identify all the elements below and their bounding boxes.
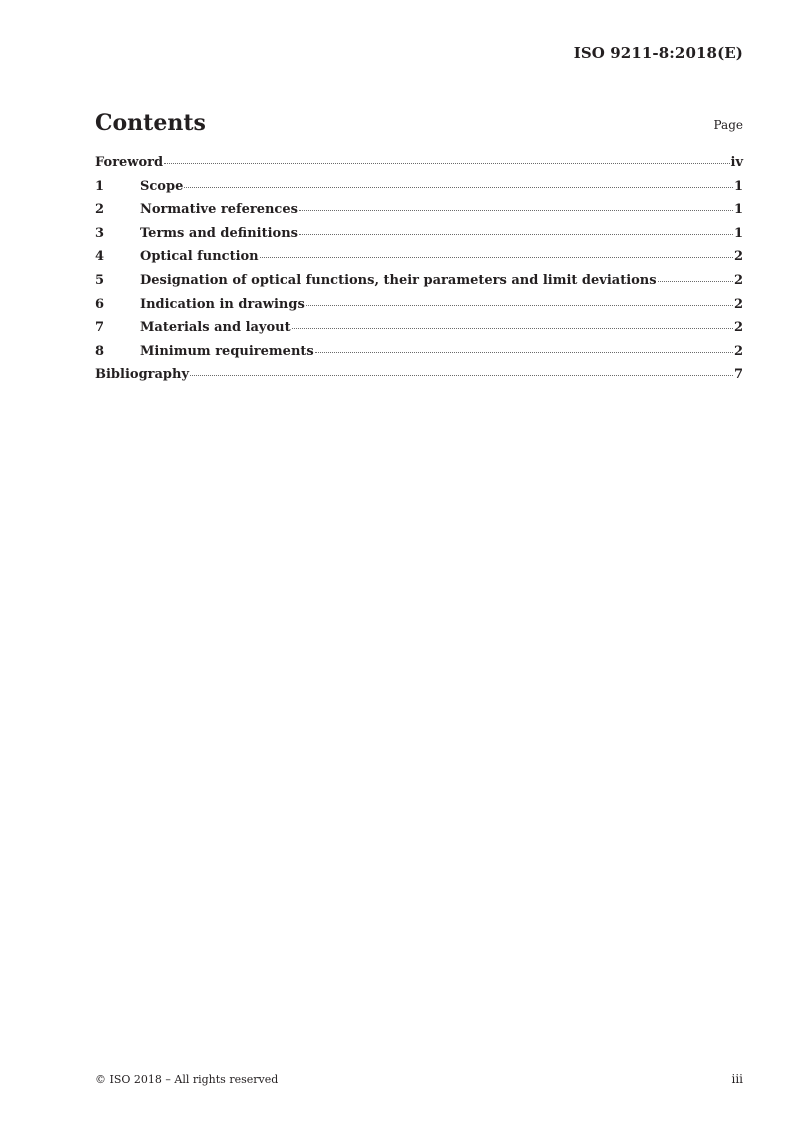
toc-entry-page: 7 xyxy=(733,367,743,383)
toc-entry-title: Bibliography xyxy=(95,367,190,383)
toc-entry-minimum-requirements[interactable] xyxy=(95,344,743,368)
dot-leader xyxy=(292,328,733,329)
page-column-label: Page xyxy=(713,118,743,132)
toc-entry-title: Scope xyxy=(140,178,184,194)
toc-entry-number: 3 xyxy=(95,225,105,241)
toc-entry-number: 2 xyxy=(95,202,105,218)
toc-entry-title: Foreword xyxy=(95,155,164,170)
toc-entry-page: 2 xyxy=(733,272,743,288)
toc-entry-page: 1 xyxy=(733,225,743,241)
document-id: ISO 9211-8:2018(E) xyxy=(573,44,743,62)
toc-entry-designation[interactable] xyxy=(95,273,743,297)
toc-entry-terms-and-definitions[interactable] xyxy=(95,226,743,250)
toc-entry-title: Terms and definitions xyxy=(140,225,298,241)
dot-leader xyxy=(260,257,733,258)
toc-entry-page: 1 xyxy=(733,202,743,218)
dot-leader xyxy=(299,234,733,235)
toc-entry-scope[interactable] xyxy=(95,179,743,203)
toc-entry-bibliography[interactable] xyxy=(95,367,743,391)
toc-entry-title: Normative references xyxy=(140,202,298,218)
toc-entry-indication-in-drawings[interactable] xyxy=(95,297,743,321)
toc-entry-number: 5 xyxy=(95,272,105,288)
dot-leader xyxy=(164,163,729,164)
toc-entry-number: 8 xyxy=(95,343,105,359)
page-number: iii xyxy=(731,1072,743,1086)
toc-entry-number: 6 xyxy=(95,296,105,312)
dot-leader xyxy=(658,281,733,282)
toc-entry-normative-references[interactable] xyxy=(95,202,743,226)
dot-leader xyxy=(190,375,733,376)
toc-entry-title: Indication in drawings xyxy=(140,296,305,312)
toc-entry-foreword[interactable] xyxy=(95,155,743,179)
dot-leader xyxy=(306,305,733,306)
toc-entry-title: Designation of optical functions, their parameters and limit deviations xyxy=(140,272,657,288)
toc-entry-materials-and-layout[interactable] xyxy=(95,320,743,344)
dot-leader xyxy=(315,352,733,353)
toc-entry-title: Minimum requirements xyxy=(140,343,314,359)
page-title: Contents xyxy=(95,110,206,136)
toc-entry-page: 1 xyxy=(733,178,743,194)
table-of-contents xyxy=(95,155,743,391)
toc-entry-page: 2 xyxy=(733,320,743,336)
toc-entry-page: 2 xyxy=(733,343,743,359)
toc-entry-page: 2 xyxy=(733,249,743,265)
toc-entry-number: 4 xyxy=(95,249,105,265)
dot-leader xyxy=(184,187,733,188)
dot-leader xyxy=(299,210,733,211)
toc-entry-title: Optical function xyxy=(140,249,259,265)
toc-entry-page: 2 xyxy=(733,296,743,312)
toc-entry-page: iv xyxy=(730,155,743,170)
toc-entry-number: 1 xyxy=(95,178,105,194)
toc-entry-optical-function[interactable] xyxy=(95,249,743,273)
copyright-notice: © ISO 2018 – All rights reserved xyxy=(95,1073,279,1086)
toc-entry-title: Materials and layout xyxy=(140,320,291,336)
toc-entry-number: 7 xyxy=(95,320,105,336)
